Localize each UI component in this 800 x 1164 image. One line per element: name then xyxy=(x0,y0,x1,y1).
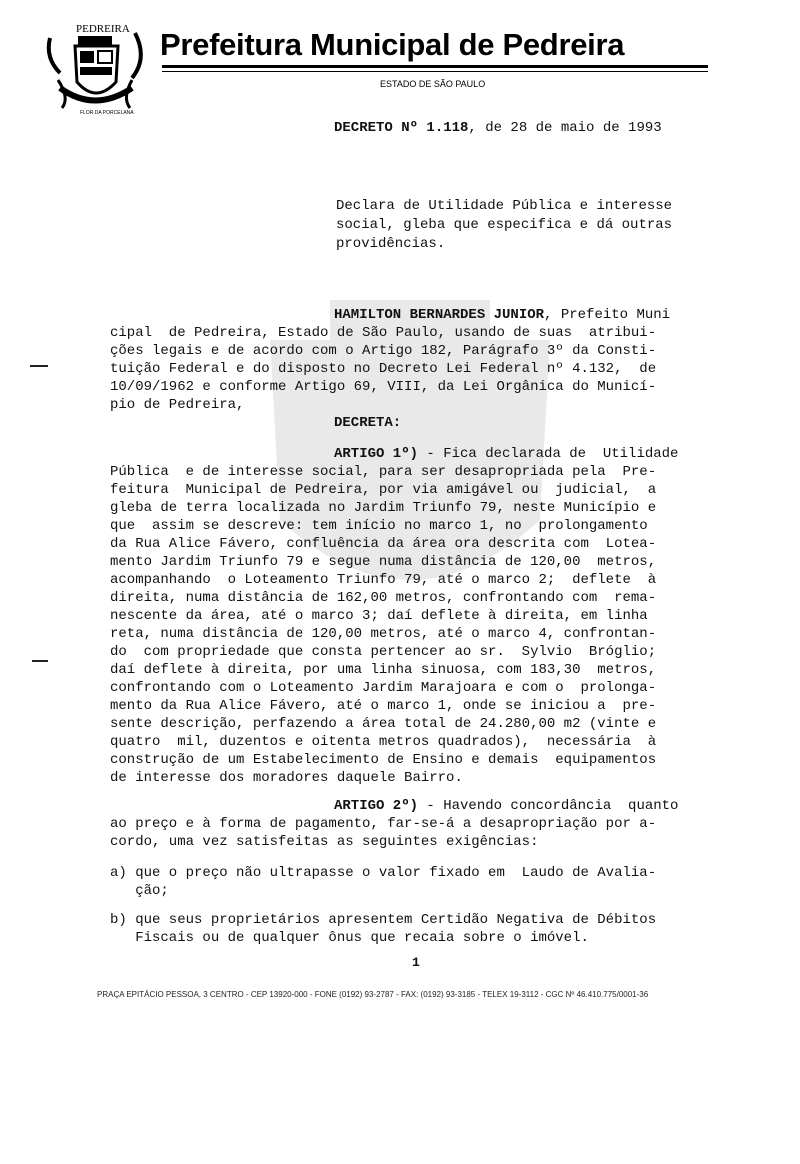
article1-line: mento da Rua Alice Fávero, até o marco 1, onde se iniciou a pre- xyxy=(110,698,657,714)
article1-line: mento Jardim Triunfo 79 e segue numa distância de 120,00 metros, xyxy=(110,554,657,570)
article2-text: - Havendo concordância quanto xyxy=(418,798,679,814)
state-subtitle: ESTADO DE SÃO PAULO xyxy=(380,79,486,89)
scan-mark xyxy=(30,365,48,367)
preamble-line: ções legais e de acordo com o Artigo 182, Parágrafo 3º da Consti- xyxy=(110,343,657,359)
article2-heading: ARTIGO 2º) xyxy=(334,798,419,814)
page-number: 1 xyxy=(412,955,420,970)
article1-line: acompanhando o Loteamento Triunfo 79, até o marco 2; deflete à xyxy=(110,572,657,588)
article2-first-line xyxy=(334,797,678,815)
page-title: Prefeitura Municipal de Pedreira xyxy=(160,27,625,62)
municipal-crest-logo xyxy=(40,18,150,118)
article1-line: que assim se descreve: tem início no marco 1, no prolongamento xyxy=(110,518,648,534)
article1-line: reta, numa distância de 120,00 metros, até o marco 4, confrontan- xyxy=(110,626,657,642)
article2-item-b: b) que seus proprietários apresentem Certidão Negativa de Débitos xyxy=(110,912,657,928)
decree-heading xyxy=(334,120,662,136)
preamble-line: tuição Federal e do disposto no Decreto Lei Federal nº 4.132, de xyxy=(110,361,657,377)
article2-line: cordo, uma vez satisfeitas as seguintes exigências: xyxy=(110,834,539,850)
crest-lettering: PEDREIRA xyxy=(76,23,130,35)
decreta-heading: DECRETA: xyxy=(334,415,402,431)
article2-item-a: a) que o preço não ultrapasse o valor fixado em Laudo de Avalia- xyxy=(110,865,657,881)
article1-line: confrontando com o Loteamento Jardim Marajoara e com o prolonga- xyxy=(110,680,657,696)
preamble-line: 10/09/1962 e conforme Artigo 69, VIII, da Lei Orgânica do Municí- xyxy=(110,379,657,395)
article1-heading: ARTIGO 1º) xyxy=(334,446,419,462)
article2-line: ao preço e à forma de pagamento, far-se-á a desapropriação por a- xyxy=(110,816,657,832)
scan-mark xyxy=(32,660,48,662)
crest-icon xyxy=(40,18,150,118)
header-rule-thick xyxy=(162,65,708,68)
article1-line: feitura Municipal de Pedreira, por via amigável ou judicial, a xyxy=(110,482,657,498)
article1-line: da Rua Alice Fávero, confluência da área ora descrita com Lotea- xyxy=(110,536,657,552)
decree-date: , de 28 de maio de 1993 xyxy=(468,120,662,136)
article1-line: de interesse dos moradores daquele Bairro. xyxy=(110,770,463,786)
footer-address: PRAÇA EPITÁCIO PESSOA, 3 CENTRO - CEP 13920-000 - FONE (0192) 93-2787 - FAX: (0192) 93-3185 - TELEX 19-3112 - CGC Nº 46.410.775/0001-36 xyxy=(97,990,649,999)
article1-line: sente descrição, perfazendo a área total de 24.280,00 m2 (vinte e xyxy=(110,716,657,732)
article2-item-b: Fiscais ou de qualquer ônus que recaia sobre o imóvel. xyxy=(110,930,589,946)
ementa xyxy=(336,197,726,254)
header-rule-thin xyxy=(162,71,708,72)
article1-line: quatro mil, duzentos e oitenta metros quadrados), necessária à xyxy=(110,734,657,750)
decree-number: DECRETO Nº 1.118 xyxy=(334,120,469,136)
article1-text: - Fica declarada de Utilidade xyxy=(418,446,679,462)
ementa-line: Declara de Utilidade Pública e interesse xyxy=(336,198,673,214)
preamble-text: , Prefeito Muni xyxy=(544,307,671,323)
mayor-name: HAMILTON BERNARDES JUNIOR xyxy=(334,307,545,323)
article1-line: gleba de terra localizada no Jardim Triunfo 79, neste Município e xyxy=(110,500,657,516)
preamble-first-line xyxy=(334,306,670,324)
article1-line: do com propriedade que consta pertencer ao sr. Sylvio Bróglio; xyxy=(110,644,657,660)
crest-motto: FLOR DA PORCELANA xyxy=(80,110,134,116)
article1-line: direita, numa distância de 162,00 metros, confrontando com rema- xyxy=(110,590,657,606)
article1-line: daí deflete à direita, por uma linha sinuosa, com 183,30 metros, xyxy=(110,662,657,678)
article1-line: construção de um Estabelecimento de Ensino e demais equipamentos xyxy=(110,752,657,768)
preamble-line: cipal de Pedreira, Estado de São Paulo, usando de suas atribui- xyxy=(110,325,657,341)
ementa-line: social, gleba que especifica e dá outras xyxy=(336,217,673,233)
preamble-line: pio de Pedreira, xyxy=(110,397,245,413)
article1-first-line xyxy=(334,445,678,463)
article1-line: Pública e de interesse social, para ser desapropriada pela Pre- xyxy=(110,464,657,480)
ementa-line: providências. xyxy=(336,236,446,252)
article2-item-a: ção; xyxy=(110,883,169,899)
article1-line: nescente da área, até o marco 3; daí deflete à direita, em linha xyxy=(110,608,648,624)
